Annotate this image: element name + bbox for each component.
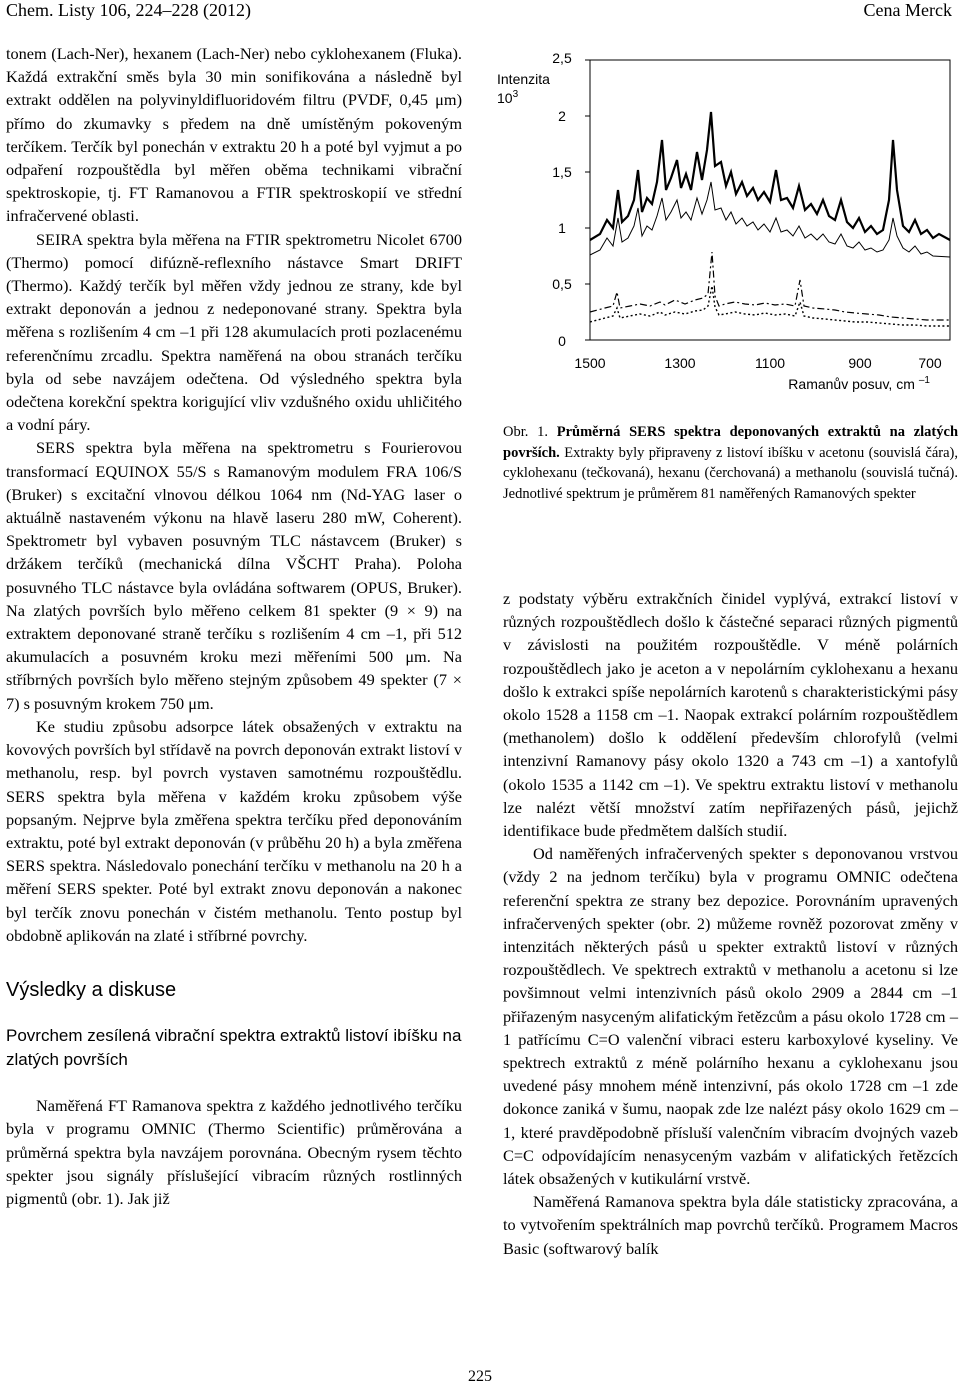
raman-spectra-plot: [495, 50, 960, 400]
x-tick-label: 700: [918, 355, 942, 371]
section-header: Cena Merck: [863, 0, 952, 20]
y-axis-title: Intenzita: [497, 71, 550, 87]
x-axis-label-exponent: –1: [918, 375, 930, 386]
y-tick-label: 0,5: [552, 276, 572, 292]
x-axis-label-text: Ramanův posuv, cm: [788, 376, 915, 392]
spectrum-methanol: [590, 112, 950, 240]
x-tick-label: 1100: [754, 355, 786, 371]
page-number: 225: [468, 1368, 492, 1385]
paragraph: Ke studiu způsobu adsorpce látek obsažených v extraktu na kovových površích byl střídavě na povrch deponován extrakt listoví v methanolu, resp. byl povrch vystaven samotnému rozpouštědlu. SERS spektra byla měřena v každém kroku způsobem výše popsaným. Nejprve byla změřena spektra terčíku před deponováním extraktu, poté byl extrakt deponován (v průběhu 20 h) a byla změřena SERS spektra. Následovalo ponechání terčíku v methanolu na 20 h a měření SERS spekter. Poté byl extrakt znovu deponován a nakonec byl terčík znovu ponechán v čistém methanolu. Tento postup byl obdobně aplikován na zlaté i stříbrné povrchy.: [6, 716, 462, 945]
subsection-title: Povrchem zesílená vibrační spektra extraktů listoví ibíšku na zlatých površích: [6, 1026, 462, 1070]
figure-1: [495, 50, 960, 400]
y-axis-unit-exponent: 3: [512, 89, 519, 100]
y-axis-unit-base: 10: [497, 90, 513, 106]
paragraph: Naměřená FT Ramanova spektra z každého jednotlivého terčíku byla v programu OMNIC (Thermo Scientific) průměrována a průměrná spektra byla navzájem porovnána. Obecným rysem těchto spekter jsou signály příslušející vibracím různých rostlinných pigmentů (obr. 1). Jak již: [6, 1096, 462, 1208]
y-tick-label: 1: [558, 220, 566, 236]
y-axis-unit: [497, 89, 519, 106]
spectrum-cyclohexane: [590, 286, 950, 326]
spectrum-hexane: [590, 252, 950, 320]
paragraph: Od naměřených infračervených spekter s deponovanou vrstvou (vždy 2 na jednom terčíku) byla v programu OMNIC odečtena referenční spektra ze strany bez depozice. Porovnáním upravených infračervených spekter (obr. 2) můžeme rovněž pozorovat změny v intenzitách některých pásů u spekter extraktů listoví v různých rozpouštědlech. Ve spektrech extraktů v methanolu a acetonu si lze povšimnout velmi intenzivních pásů okolo 2909 a 2844 cm –1 přiřazeným nasyceným alifatickým řetězcům a pásu okolo 1728 cm –1 patřícímu C=O valenční vibraci esteru karboxylové kyseliny. Ve spektrech extraktů z méně polárního hexanu a cyklohexanu jsou uvedené pásy mnohem méně intenzivní, pás okolo 1728 cm –1 zde dokonce zaniká v šumu, naopak zde lze nalézt pásy okolo 1629 cm –1, které pravděpodobně přísluší valenčním vibracím dvojných vazeb C=C odpovídajícím nenasyceným vazbám v alifatických řetězcích látek obsažených v kutikulární vrstvě.: [503, 844, 958, 1189]
paragraph: z podstaty výběru extrakčních činidel vyplývá, extrakcí listoví v různých rozpouštědlech došlo k částečné separaci různých pigmentů v závislosti na použitém rozpouštědle. V méně polárních rozpouštědlech jako je aceton a v nepolárním cyklohexanu a hexanu došlo k extrakci spíše nepolárních karotenů s charakteristickými pásy okolo 1528 a 1158 cm –1. Naopak extrakcí polárním rozpouštědlem (methanolem) došlo k oddělení především chlorofylů (velmi intenzivní Ramanovy pásy okolo 1320 a 743 cm –1) a xantofylů (okolo 1535 a 1142 cm –1). Ve spektru extraktu listoví v methanolu lze nalézt větší množství zatím nepřiřazených pásů, jejichž identifikace bude předmětem dalších studií.: [503, 589, 958, 841]
y-tick-label: 0: [558, 333, 566, 349]
y-tick-label: 2,5: [552, 50, 572, 66]
left-column: [6, 42, 462, 1210]
caption-label: Obr. 1.: [503, 424, 548, 440]
y-tick-label: 1,5: [552, 164, 572, 180]
section-title: Výsledky a diskuse: [6, 978, 177, 1001]
journal-header: Chem. Listy 106, 224–228 (2012): [6, 0, 251, 20]
caption-text: Extrakty byly připraveny z listoví ibíšku v acetonu (souvislá čára), cyklohexanu (tečkovaná), hexanu (čerchovaná) a methanolu (souvislá tučná). Jednotlivé spektrum je průměrem 81 naměřených Ramanových spekter: [503, 444, 958, 502]
x-tick-label: 1500: [574, 355, 606, 371]
x-axis-label: [788, 375, 930, 392]
y-tick-label: 2: [558, 108, 566, 124]
right-column: [503, 587, 958, 1260]
paragraph: SERS spektra byla měřena na spektrometru s Fourierovou transformací EQUINOX 55/S s Ramanovým modulem FRA 106/S (Bruker) s excitační vlnovou délkou 1064 nm (Nd-YAG laser o aktuálně nastaveném výkonu na hlavě laseru 280 mW, Coherent). Spektrometr byl vybaven posuvným TLC nástavcem (Bruker) s držákem terčíků (mechanická dílna VŠCHT Praha). Poloha posuvného TLC nástavce byla ovládána softwarem (OPUS, Bruker). Na zlatých površích bylo měřeno celkem 81 spekter (9 × 9) na extraktem deponované straně terčíku s rozlišením 4 cm –1, při 512 akumulacích a posuvném kroku mezi měřeními 500 μm. Na stříbrných površích bylo měřeno stejným způsobem 49 spekter (7 × 7) s posuvným krokem 750 μm.: [6, 438, 462, 713]
x-tick-label: 900: [848, 355, 872, 371]
paragraph: SEIRA spektra byla měřena na FTIR spektrometru Nicolet 6700 (Thermo) pomocí difúzně-reflexního nástavce Smart DRIFT (Thermo). Každý terčík byl měřen vždy jednou ze strany, kde byl extrakt deponován a jednou z nedeponované strany. Spektra byla měřena s rozlišením 4 cm –1 při 128 akumulacích proti pozlacenému referenčnímu zrcadlu. Spektra naměřená na obou stranách terčíku byla od sebe navzájem odečtena. Od výsledného spektra byla odečtena korekční spektra korigující vliv vzdušného oxidu uhličitého a vodní páry.: [6, 229, 462, 435]
caption-title: Průměrná SERS spektra deponovaných extraktů na zlatých površích.: [503, 424, 959, 461]
paragraph: Naměřená Ramanova spektra byla dále statisticky zpracována, a to vytvořením spektrálních map povrchů terčíků. Programem Macros Basic (softwarový balík: [503, 1192, 958, 1258]
figure-caption: [503, 422, 958, 504]
x-tick-label: 1300: [664, 355, 696, 371]
paragraph: tonem (Lach-Ner), hexanem (Lach-Ner) nebo cyklohexanem (Fluka). Každá extrakční směs byla 30 min sonifikována a následně byl extrakt oddělen na polyvinyldifluoridovém filtru (PVDF, 0,45 μm) přímo do zkumavky s předem na dně umístěným pokoveným terčíkem. Terčík byl ponechán v extraktu 20 h a poté byl vyjmut a po odpaření rozpouštědla byl měřen oběma technikami vibrační spektroskopie, tj. FT Ramanovou a FTIR spektroskopií ve střední infračervené oblasti.: [6, 44, 462, 226]
spectrum-acetone: [590, 182, 950, 257]
